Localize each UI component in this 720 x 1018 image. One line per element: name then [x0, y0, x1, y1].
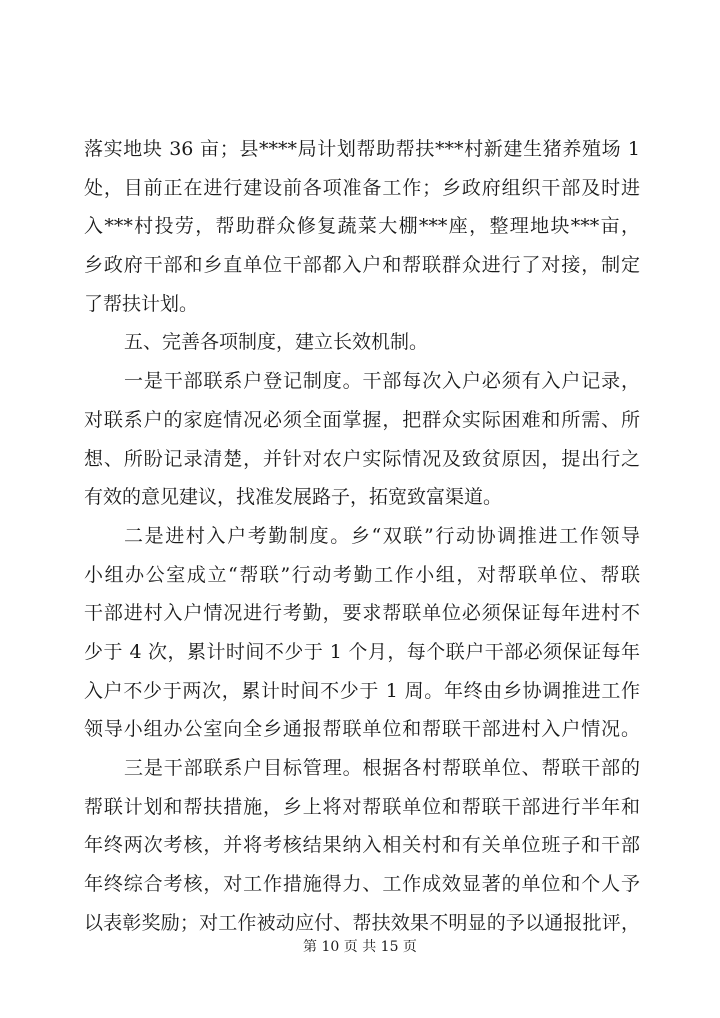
text-line: 以表彰奖励；对工作被动应付、帮扶效果不明显的予以通报批评，	[84, 911, 640, 934]
text-line: 小组办公室成立“帮联”行动考勤工作小组，对帮联单位、帮联	[84, 563, 640, 586]
body-text	[84, 130, 640, 942]
text-line: 少于 4 次，累计时间不少于 1 个月，每个联户干部必须保证每年	[84, 640, 640, 663]
page-number-label: 第 10 页 共 15 页	[303, 939, 417, 955]
text-line: 有效的意见建议，找准发展路子，拓宽致富渠道。	[84, 486, 503, 509]
text-line: 帮联计划和帮扶措施，乡上将对帮联单位和帮联干部进行半年和	[84, 795, 640, 818]
text-line: 一是干部联系户登记制度。干部每次入户必须有入户记录，	[124, 370, 640, 393]
text-line: 处，目前正在进行建设前各项准备工作；乡政府组织干部及时进	[84, 176, 640, 199]
text-line: 三是干部联系户目标管理。根据各村帮联单位、帮联干部的	[124, 757, 640, 779]
text-line: 了帮扶计划。	[84, 292, 199, 315]
text-line: 年终两次考核，并将考核结果纳入相关村和有关单位班子和干部	[84, 834, 640, 857]
text-line: 入***村投劳，帮助群众修复蔬菜大棚***座，整理地块***亩，	[84, 215, 640, 238]
text-line: 对联系户的家庭情况必须全面掌握，把群众实际困难和所需、所	[84, 408, 640, 431]
text-line: 干部进村入户情况进行考勤，要求帮联单位必须保证每年进村不	[84, 602, 640, 625]
text-line: 入户不少于两次，累计时间不少于 1 周。年终由乡协调推进工作	[84, 679, 640, 702]
text-line: 年终综合考核，对工作措施得力、工作成效显著的单位和个人予	[84, 873, 640, 896]
page-footer	[0, 936, 720, 956]
text-line: 二是进村入户考勤制度。乡“双联”行动协调推进工作领导	[124, 524, 640, 547]
section-heading: 五、完善各项制度，建立长效机制。	[124, 331, 429, 354]
text-line: 想、所盼记录清楚，并针对农户实际情况及致贫原因，提出行之	[84, 447, 640, 470]
text-line: 乡政府干部和乡直单位干部都入户和帮联群众进行了对接，制定	[84, 254, 640, 277]
text-line: 领导小组办公室向全乡通报帮联单位和帮联干部进村入户情况。	[84, 718, 640, 741]
text-line: 落实地块 36 亩；县****局计划帮助帮扶***村新建生猪养殖场 1	[84, 138, 640, 160]
